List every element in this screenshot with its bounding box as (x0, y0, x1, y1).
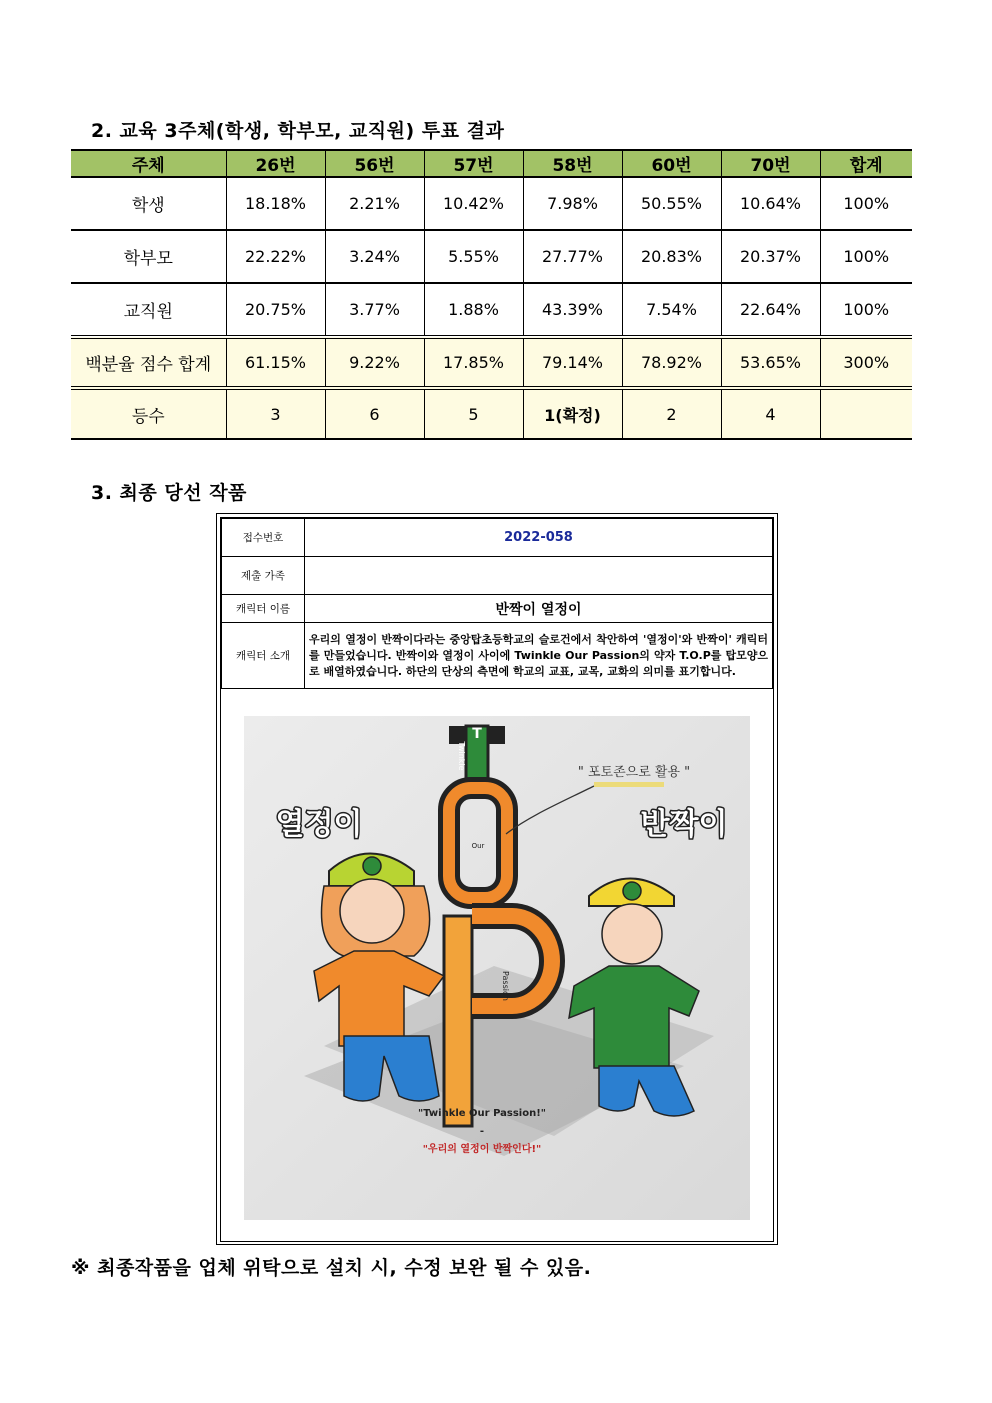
row-label: 교직원 (71, 283, 226, 337)
slogan-korean: "우리의 열정이 반짝인다!" (422, 1144, 542, 1155)
note-highlight (594, 782, 664, 787)
header-cell: 57번 (424, 150, 523, 177)
table-cell: 10.64% (721, 177, 820, 230)
table-cell: 3 (226, 388, 325, 439)
table-cell: 300% (820, 337, 912, 388)
entry-info-table (221, 518, 773, 689)
our-word: Our (471, 842, 485, 850)
entry-number-value: 2022-058 (305, 519, 773, 557)
table-cell: 22.22% (226, 230, 325, 283)
table-cell: 2 (622, 388, 721, 439)
table-cell: 9.22% (325, 337, 424, 388)
header-cell: 60번 (622, 150, 721, 177)
photo-zone-note: " 포토존으로 활용 " (577, 765, 691, 780)
entry-inner-frame (220, 517, 774, 1242)
table-cell: 43.39% (523, 283, 622, 337)
table-cell: 53.65% (721, 337, 820, 388)
character-intro-label: 캐릭터 소개 (222, 623, 305, 689)
table-cell: 2.21% (325, 177, 424, 230)
character-name-label: 캐릭터 이름 (222, 595, 305, 623)
vote-results-table (71, 149, 912, 440)
table-cell: 79.14% (523, 337, 622, 388)
slogan-english: "Twinkle Our Passion!" (418, 1108, 546, 1119)
letter-t: T (472, 726, 482, 742)
table-row (222, 557, 773, 595)
table-cell: 78.92% (622, 337, 721, 388)
section-2-title: 2. 교육 3주체(학생, 학부모, 교직원) 투표 결과 (91, 120, 505, 142)
passion-word: Passion (501, 971, 510, 1001)
table-cell: 5.55% (424, 230, 523, 283)
table-cell: 10.42% (424, 177, 523, 230)
table-cell: 20.83% (622, 230, 721, 283)
table-cell: 61.15% (226, 337, 325, 388)
header-cell: 58번 (523, 150, 622, 177)
header-cell: 56번 (325, 150, 424, 177)
winning-entry-card (216, 513, 778, 1245)
header-cell: 70번 (721, 150, 820, 177)
character-intro-text: 우리의 열정이 반짝이다라는 중앙탑초등학교의 슬로건에서 착안하여 '열정이'와 반짝이' 캐릭터를 만들었습니다. 반짝이와 열정이 사이에 Twinkle Our Passion의 약자 T.O.P를 탑모양으로 배열하였습니다. 하단의 단상의 측면에 학교의 교표, 교목, 교화의 의미를 표기합니다. (305, 623, 773, 689)
passion-character-label: 열정이 (275, 807, 363, 842)
rank-row (71, 388, 912, 439)
table-cell: 27.77% (523, 230, 622, 283)
table-cell: 1.88% (424, 283, 523, 337)
table-cell: 3.77% (325, 283, 424, 337)
character-artwork (244, 716, 750, 1220)
table-header-row (71, 150, 912, 177)
row-label: 백분율 점수 합계 (71, 337, 226, 388)
table-cell: 50.55% (622, 177, 721, 230)
table-row (71, 283, 912, 337)
header-cell: 주체 (71, 150, 226, 177)
table-cell (820, 388, 912, 439)
table-cell: 20.37% (721, 230, 820, 283)
winner-cell: 1(확정) (523, 388, 622, 439)
table-cell: 7.98% (523, 177, 622, 230)
row-label: 학부모 (71, 230, 226, 283)
table-cell: 6 (325, 388, 424, 439)
table-cell: 100% (820, 177, 912, 230)
table-cell: 100% (820, 283, 912, 337)
section-3-title: 3. 최종 당선 작품 (91, 482, 247, 504)
twinkle-word: Twinkle (457, 741, 466, 771)
table-cell: 7.54% (622, 283, 721, 337)
submitter-label: 제출 가족 (222, 557, 305, 595)
submitter-value (305, 557, 773, 595)
footnote: ※ 최종작품을 업체 위탁으로 설치 시, 수정 보완 될 수 있음. (71, 1257, 592, 1279)
row-label: 등수 (71, 388, 226, 439)
table-cell: 20.75% (226, 283, 325, 337)
entry-number-label: 접수번호 (222, 519, 305, 557)
header-cell: 26번 (226, 150, 325, 177)
table-cell: 18.18% (226, 177, 325, 230)
twinkle-character-label: 반짝이 (640, 807, 728, 842)
table-cell: 100% (820, 230, 912, 283)
table-row (222, 595, 773, 623)
table-cell: 5 (424, 388, 523, 439)
character-name-value: 반짝이 열정이 (305, 595, 773, 623)
table-row (222, 519, 773, 557)
table-cell: 4 (721, 388, 820, 439)
table-row (71, 230, 912, 283)
table-cell: 3.24% (325, 230, 424, 283)
sum-row (71, 337, 912, 388)
table-cell: 17.85% (424, 337, 523, 388)
table-cell: 22.64% (721, 283, 820, 337)
table-row (222, 623, 773, 689)
header-cell: 합계 (820, 150, 912, 177)
row-label: 학생 (71, 177, 226, 230)
table-row (71, 177, 912, 230)
slogan-dash: - (479, 1126, 485, 1137)
